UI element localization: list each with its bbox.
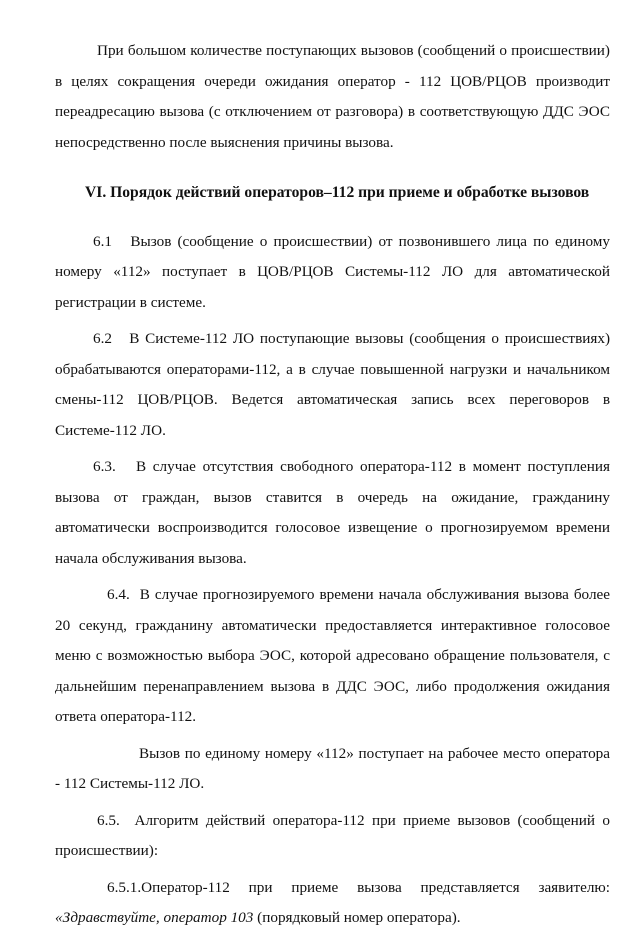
- greeting-text: «Здравствуйте, оператор 103: [55, 909, 254, 926]
- item-number: 6.4.: [107, 586, 130, 603]
- section-heading: VI. Порядок действий операторов–112 при приеме и обработке вызовов: [85, 184, 590, 201]
- document-page: [55, 36, 610, 934]
- note-paragraph: Вызов по единому номеру «112» поступает на рабочее место оператора - 112 Системы-112 ЛО.: [55, 744, 610, 792]
- item-number: 6.1: [93, 232, 112, 250]
- item-text: Вызов (сообщение о происшествии) от позвонившего лица по единому номеру «112» поступает в ЦОВ/РЦОВ Системы-112 ЛО для автоматической регистрации в системе.: [55, 232, 611, 311]
- paragraph-6-2: [55, 324, 610, 446]
- item-number: 6.5.: [97, 811, 120, 829]
- item-number: 6.5.1.: [107, 878, 142, 896]
- item-text: Оператор-112 при приеме вызова представляется заявителю:: [141, 878, 610, 896]
- item-number: 6.2: [93, 330, 112, 347]
- paragraph-6-3: [55, 452, 610, 574]
- intro-paragraph: При большом количестве поступающих вызовов (сообщений о происшествии) в целях сокращения очереди ожидания оператор - 112 ЦОВ/РЦОВ производит переадресацию вызова (с отключением от разговора) в соответствующую ДДС ЭОС непосредственно после выяснения причины вызова.: [55, 42, 610, 151]
- paragraph-6-1: [55, 227, 610, 319]
- item-text: Алгоритм действий оператора-112 при приеме вызовов (сообщений о происшествии):: [55, 811, 610, 859]
- paragraph-6-5-1: [55, 873, 610, 934]
- item-text: В случае отсутствия свободного оператора-112 в момент поступления вызова от граждан, вызов ставится в очередь на ожидание, гражданину автоматически воспроизводится голосовое извещение о прогнозируемом времени начала обслуживания вызова.: [55, 458, 611, 567]
- item-text: В Системе-112 ЛО поступающие вызовы (сообщения о происшествиях) обрабатываются операторами-112, а в случае повышенной нагрузки и начальником смены-112 ЦОВ/РЦОВ. Ведется автоматическая запись всех переговоров в Системе-112 ЛО.: [55, 330, 611, 439]
- item-text-after: (порядковый номер оператора).: [257, 909, 461, 926]
- item-text: В случае прогнозируемого времени начала обслуживания вызова более 20 секунд, гражданину автоматически предоставляется интерактивное голосовое меню с возможностью выбора ЭОС, которой адресовано обращение пользователя, с дальнейшим перенаправлением вызова в ДДС ЭОС, либо продолжения ожидания ответа оператора-112.: [55, 586, 610, 725]
- paragraph-6-5: [55, 806, 610, 867]
- item-number: 6.3.: [93, 458, 116, 475]
- paragraph-6-4: [55, 580, 610, 733]
